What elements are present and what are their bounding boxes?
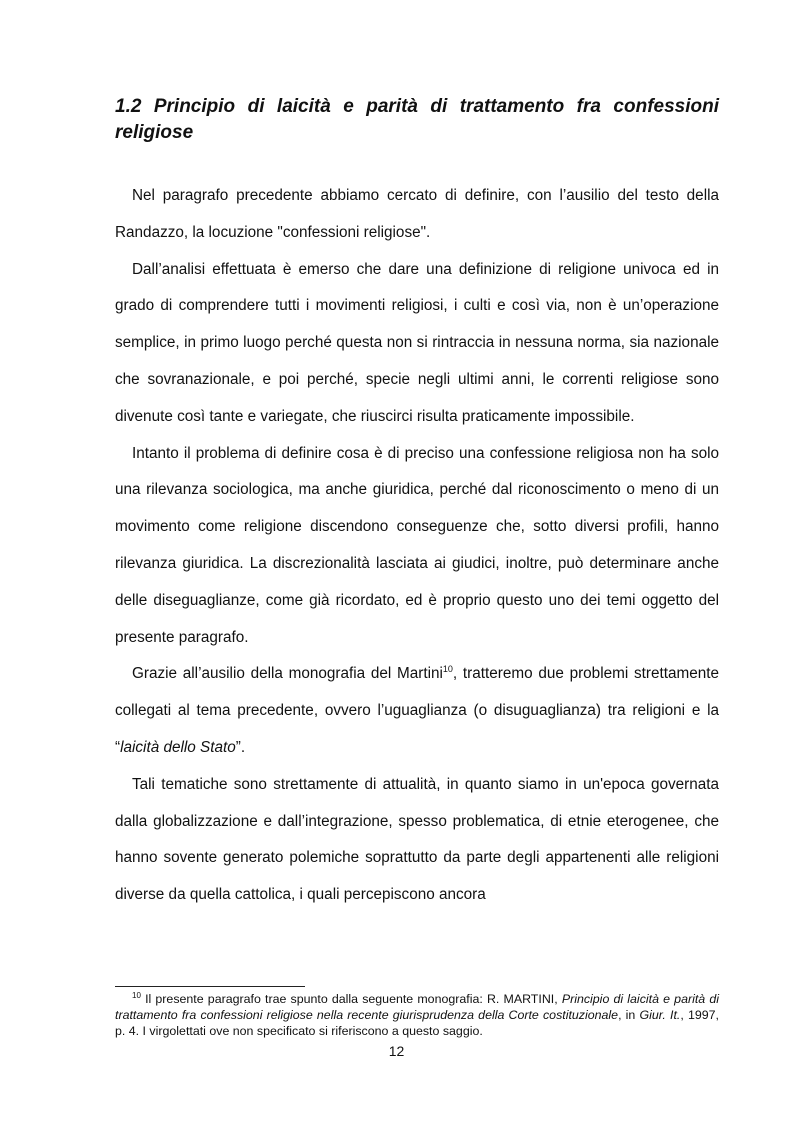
footnote-text: , 1997, p. 4. I virgolettati ove non specificato si riferiscono a questo saggio.	[115, 1008, 719, 1038]
paragraph-text: , tratteremo due problemi strettamente collegati al tema precedente, ovvero l’uguaglianza (o disuguaglianza) tra religioni e la “	[115, 665, 719, 756]
page-number: 12	[388, 1043, 405, 1059]
section-heading: 1.2 Principio di laicità e parità di trattamento fra confessioni religiose	[115, 96, 719, 143]
footnote-separator	[115, 986, 305, 987]
paragraph: Tali tematiche sono strettamente di attualità, in quanto siamo in un'epoca governata dalla globalizzazione e dall’integrazione, spesso problematica, di etnie eterogenee, che hanno sovente generato polemiche soprattutto da parte degli appartenenti alle religioni diverse da quella cattolica, i quali percepiscono ancora	[115, 775, 719, 904]
footnote-text: , in	[618, 1008, 640, 1022]
paragraph	[115, 656, 719, 766]
footnote-italic-title: Principio di laicità e parità di trattamento fra confessioni religiose nella recente giurisprudenza della Corte costituzionale	[115, 992, 719, 1022]
footnote-italic-journal: Giur. It.	[639, 1008, 681, 1022]
paragraph-text: Grazie all’ausilio della monografia del Martini	[132, 665, 443, 683]
body-text	[115, 178, 719, 914]
italic-phrase: laicità dello Stato	[120, 738, 236, 756]
footnote-text: Il presente paragrafo trae spunto dalla seguente monografia: R. MARTINI,	[140, 992, 562, 1006]
footnote-reference[interactable]: 10	[442, 664, 453, 675]
footnote-number: 10	[132, 991, 141, 1000]
paragraph: Nel paragrafo precedente abbiamo cercato di definire, con l’ausilio del testo della Randazzo, la locuzione "confessioni religiose".	[115, 187, 719, 241]
paragraph: Intanto il problema di definire cosa è di preciso una confessione religiosa non ha solo una rilevanza sociologica, ma anche giuridica, perché dal riconoscimento o meno di un movimento come religione discendono conseguenze che, sotto diversi profili, hanno rilevanza giuridica. La discrezionalità lasciata ai giudici, inoltre, può determinare anche delle diseguaglianze, come già ricordato, ed è proprio questo uno dei temi oggetto del presente paragrafo.	[115, 444, 719, 646]
paragraph-text: ”.	[235, 738, 246, 756]
footnote	[115, 991, 719, 1039]
paragraph: Dall’analisi effettuata è emerso che dare una definizione di religione univoca ed in grado di comprendere tutti i movimenti religiosi, i culti e così via, non è un’operazione semplice, in primo luogo perché questa non si rintraccia in nessuna norma, sia nazionale che sovranazionale, e poi perché, specie negli ultimi anni, le correnti religiose sono divenute così tante e variegate, che riuscirci risulta praticamente impossibile.	[115, 260, 719, 425]
